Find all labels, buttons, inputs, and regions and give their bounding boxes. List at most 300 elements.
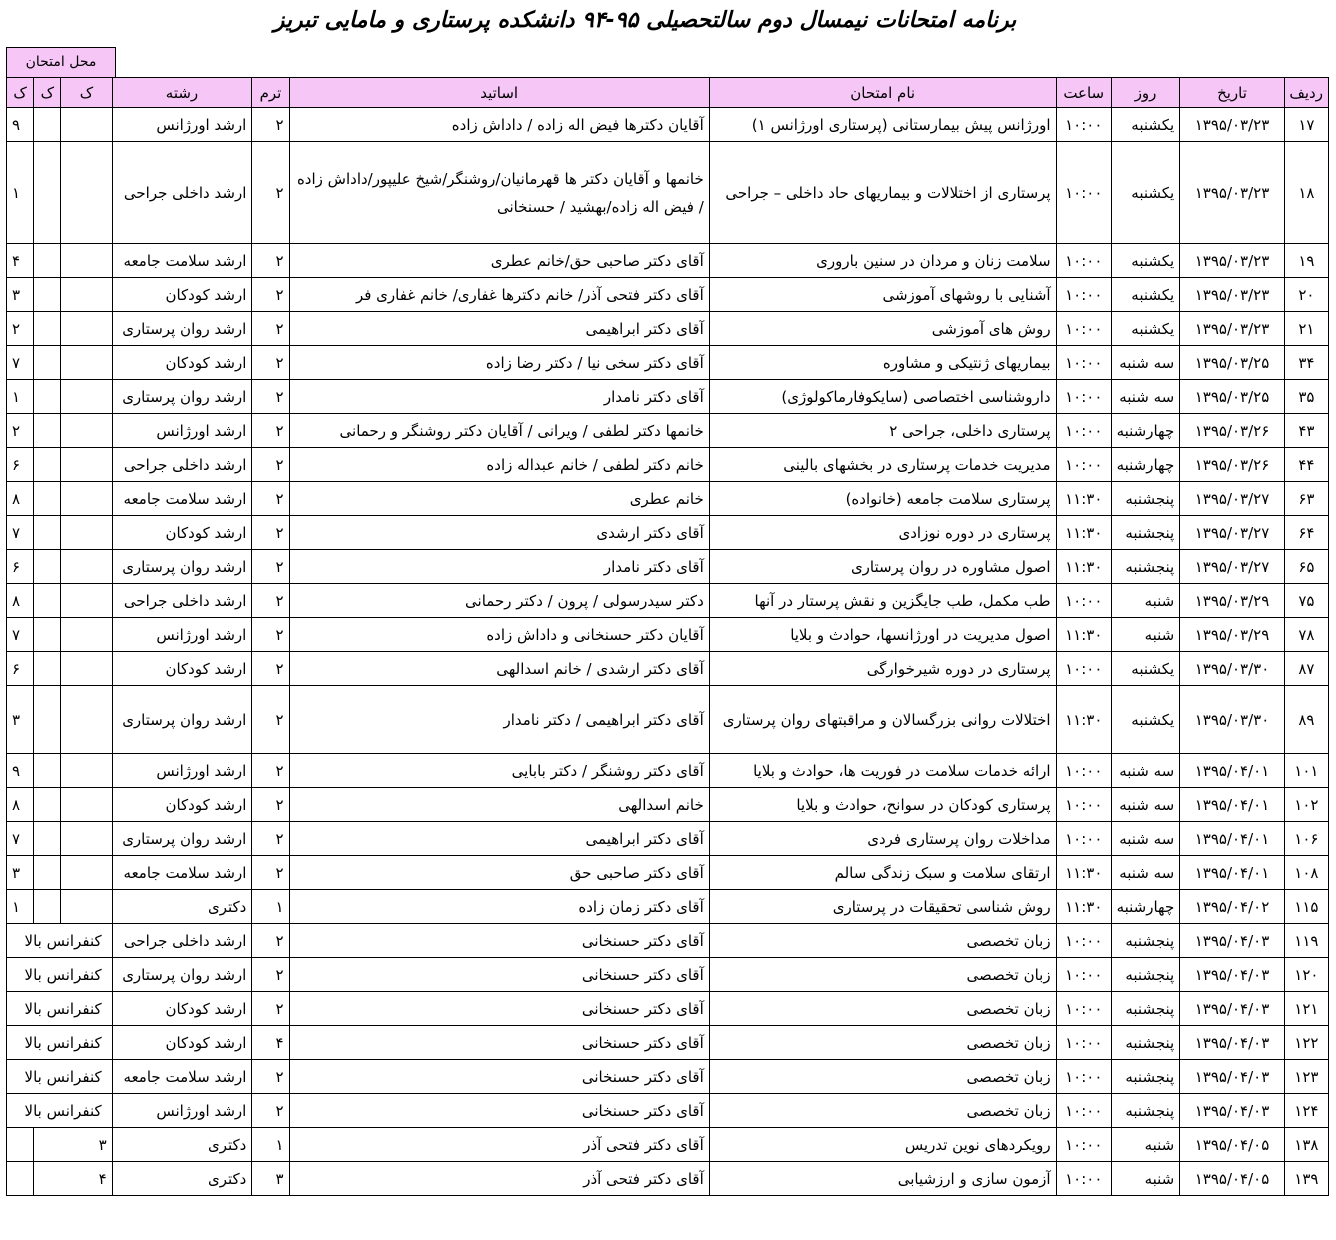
row-number: ۱۲۰ — [1284, 958, 1328, 992]
term-number: ۱ — [252, 890, 289, 924]
exam-day: پنجشنبه — [1111, 1060, 1179, 1094]
exam-date: ۱۳۹۵/۰۴/۰۲ — [1180, 890, 1285, 924]
exam-date: ۱۳۹۵/۰۳/۲۳ — [1180, 278, 1285, 312]
header-row — [7, 78, 1329, 108]
exam-room-k3 — [7, 1128, 34, 1162]
row-number: ۶۵ — [1284, 550, 1328, 584]
exam-professors: آقای دکتر نامدار — [289, 550, 709, 584]
exam-date: ۱۳۹۵/۰۴/۰۳ — [1180, 958, 1285, 992]
field-of-study: ارشد اورژانس — [112, 1094, 252, 1128]
row-number: ۱۲۲ — [1284, 1026, 1328, 1060]
exam-location: کنفرانس بالا — [7, 1026, 113, 1060]
term-number: ۲ — [252, 414, 289, 448]
exam-date: ۱۳۹۵/۰۳/۲۷ — [1180, 482, 1285, 516]
exam-room-k1 — [61, 856, 112, 890]
table-row — [7, 856, 1329, 890]
exam-date: ۱۳۹۵/۰۳/۲۷ — [1180, 516, 1285, 550]
exam-date: ۱۳۹۵/۰۴/۰۳ — [1180, 924, 1285, 958]
exam-professors: خانمها و آقایان دکتر ها قهرمانیان/روشنگر/شیخ علیپور/داداش زاده / فیض اله زاده/بهشید / حسنخانی — [289, 142, 709, 244]
exam-room-k2 — [34, 516, 61, 550]
exam-room-k1 — [61, 618, 112, 652]
exam-name: اصول مدیریت در اورژانسها، حوادث و بلایا — [709, 618, 1056, 652]
exam-professors: آقای دکتر صاحبی حق — [289, 856, 709, 890]
exam-date: ۱۳۹۵/۰۳/۲۳ — [1180, 142, 1285, 244]
page-title: برنامه امتحانات نیمسال دوم سالتحصیلی ۹۵-۹۴ دانشکده پرستاری و مامایی تبریز — [273, 8, 1017, 33]
exam-time: ۱۰:۰۰ — [1056, 1162, 1111, 1196]
exam-date: ۱۳۹۵/۰۴/۰۵ — [1180, 1162, 1285, 1196]
exam-professors: آقای دکتر حسنخانی — [289, 1094, 709, 1128]
exam-name: پرستاری در دوره نوزادی — [709, 516, 1056, 550]
exam-name: پرستاری داخلی، جراحی ۲ — [709, 414, 1056, 448]
table-row — [7, 482, 1329, 516]
exam-room-k1 — [61, 788, 112, 822]
exam-room-k2 — [34, 788, 61, 822]
exam-day: پنجشنبه — [1111, 924, 1179, 958]
exam-day: چهارشنبه — [1111, 448, 1179, 482]
exam-professors: آقای دکتر فتحی آذر/ خانم دکترها غفاری/ خانم غفاری فر — [289, 278, 709, 312]
row-number: ۳۵ — [1284, 380, 1328, 414]
field-of-study: ارشد داخلی جراحی — [112, 448, 252, 482]
exam-day: یکشنبه — [1111, 108, 1179, 142]
exam-time: ۱۰:۰۰ — [1056, 142, 1111, 244]
exam-name: روش های آموزشی — [709, 312, 1056, 346]
exam-name: زبان تخصصی — [709, 958, 1056, 992]
exam-time: ۱۰:۰۰ — [1056, 992, 1111, 1026]
exam-time: ۱۱:۳۰ — [1056, 482, 1111, 516]
exam-room-k1 — [61, 380, 112, 414]
field-of-study: ارشد سلامت جامعه — [112, 856, 252, 890]
term-number: ۲ — [252, 550, 289, 584]
table-row — [7, 142, 1329, 244]
field-of-study: ارشد داخلی جراحی — [112, 142, 252, 244]
exam-day: پنجشنبه — [1111, 958, 1179, 992]
exam-room-k1 — [61, 346, 112, 380]
field-of-study: ارشد سلامت جامعه — [112, 482, 252, 516]
exam-day: شنبه — [1111, 584, 1179, 618]
exam-name: طب مکمل، طب جایگزین و نقش پرستار در آنها — [709, 584, 1056, 618]
exam-time: ۱۱:۳۰ — [1056, 618, 1111, 652]
field-of-study: ارشد کودکان — [112, 346, 252, 380]
exam-time: ۱۰:۰۰ — [1056, 788, 1111, 822]
header-exam-name: نام امتحان — [709, 78, 1056, 108]
header-k1: ک — [61, 78, 112, 108]
exam-room-k2 — [34, 448, 61, 482]
term-number: ۲ — [252, 448, 289, 482]
exam-date: ۱۳۹۵/۰۳/۲۶ — [1180, 448, 1285, 482]
exam-room-k2 — [34, 278, 61, 312]
field-of-study: ارشد روان پرستاری — [112, 686, 252, 754]
exam-day: سه شنبه — [1111, 346, 1179, 380]
exam-day: سه شنبه — [1111, 856, 1179, 890]
exam-date: ۱۳۹۵/۰۴/۰۵ — [1180, 1128, 1285, 1162]
row-number: ۷۵ — [1284, 584, 1328, 618]
exam-room-k3: ۶ — [7, 448, 34, 482]
header-date: تاریخ — [1180, 78, 1285, 108]
exam-professors: آقای دکتر حسنخانی — [289, 992, 709, 1026]
exam-date: ۱۳۹۵/۰۳/۲۹ — [1180, 584, 1285, 618]
exam-time: ۱۰:۰۰ — [1056, 414, 1111, 448]
field-of-study: ارشد اورژانس — [112, 618, 252, 652]
exam-name: روش شناسی تحقیقات در پرستاری — [709, 890, 1056, 924]
exam-time: ۱۰:۰۰ — [1056, 346, 1111, 380]
term-number: ۲ — [252, 958, 289, 992]
exam-time: ۱۰:۰۰ — [1056, 244, 1111, 278]
exam-professors: خانم دکتر لطفی / خانم عبداله زاده — [289, 448, 709, 482]
exam-location: کنفرانس بالا — [7, 992, 113, 1026]
exam-date: ۱۳۹۵/۰۴/۰۳ — [1180, 992, 1285, 1026]
exam-room-k2 — [34, 754, 61, 788]
exam-room-k1 — [61, 108, 112, 142]
exam-time: ۱۰:۰۰ — [1056, 278, 1111, 312]
exam-time: ۱۰:۰۰ — [1056, 1026, 1111, 1060]
table-row — [7, 754, 1329, 788]
term-number: ۳ — [252, 1162, 289, 1196]
exam-date: ۱۳۹۵/۰۳/۲۵ — [1180, 346, 1285, 380]
row-number: ۳۴ — [1284, 346, 1328, 380]
exam-room-k3: ۸ — [7, 584, 34, 618]
exam-name: زبان تخصصی — [709, 1026, 1056, 1060]
exam-day: شنبه — [1111, 1162, 1179, 1196]
term-number: ۲ — [252, 686, 289, 754]
row-number: ۱۲۳ — [1284, 1060, 1328, 1094]
exam-room-k3: ۳ — [7, 686, 34, 754]
exam-date: ۱۳۹۵/۰۳/۲۳ — [1180, 244, 1285, 278]
exam-professors: آقایان دکتر حسنخانی و داداش زاده — [289, 618, 709, 652]
exam-day: سه شنبه — [1111, 788, 1179, 822]
row-number: ۱۰۶ — [1284, 822, 1328, 856]
exam-professors: آقای دکتر سخی نیا / دکتر رضا زاده — [289, 346, 709, 380]
exam-time: ۱۰:۰۰ — [1056, 822, 1111, 856]
exam-location-header: محل امتحان — [6, 47, 116, 77]
exam-day: یکشنبه — [1111, 686, 1179, 754]
exam-time: ۱۰:۰۰ — [1056, 1128, 1111, 1162]
exam-name: رویکردهای نوین تدریس — [709, 1128, 1056, 1162]
row-number: ۶۳ — [1284, 482, 1328, 516]
table-row — [7, 550, 1329, 584]
table-row — [7, 108, 1329, 142]
exam-day: پنجشنبه — [1111, 992, 1179, 1026]
field-of-study: ارشد کودکان — [112, 992, 252, 1026]
row-number: ۱۰۸ — [1284, 856, 1328, 890]
term-number: ۲ — [252, 754, 289, 788]
table-row — [7, 1060, 1329, 1094]
row-number: ۱۹ — [1284, 244, 1328, 278]
row-number: ۱۱۹ — [1284, 924, 1328, 958]
exam-time: ۱۱:۳۰ — [1056, 516, 1111, 550]
table-row — [7, 346, 1329, 380]
exam-room-k3: ۹ — [7, 754, 34, 788]
exam-name: زبان تخصصی — [709, 1060, 1056, 1094]
field-of-study: ارشد روان پرستاری — [112, 312, 252, 346]
exam-room-k1 — [61, 244, 112, 278]
exam-professors: آقای دکتر صاحبی حق/خانم عطری — [289, 244, 709, 278]
header-term: ترم — [252, 78, 289, 108]
exam-day: پنجشنبه — [1111, 482, 1179, 516]
header-professors: اساتید — [289, 78, 709, 108]
row-number: ۱۸ — [1284, 142, 1328, 244]
field-of-study: ارشد اورژانس — [112, 414, 252, 448]
exam-day: پنجشنبه — [1111, 1026, 1179, 1060]
row-number: ۱۳۸ — [1284, 1128, 1328, 1162]
exam-room-k: ۳ — [34, 1128, 112, 1162]
exam-time: ۱۰:۰۰ — [1056, 108, 1111, 142]
field-of-study: ارشد اورژانس — [112, 754, 252, 788]
exam-day: یکشنبه — [1111, 278, 1179, 312]
field-of-study: ارشد سلامت جامعه — [112, 244, 252, 278]
term-number: ۲ — [252, 822, 289, 856]
exam-room-k3: ۳ — [7, 278, 34, 312]
term-number: ۲ — [252, 380, 289, 414]
row-number: ۷۸ — [1284, 618, 1328, 652]
exam-room-k1 — [61, 822, 112, 856]
exam-time: ۱۰:۰۰ — [1056, 584, 1111, 618]
field-of-study: ارشد کودکان — [112, 788, 252, 822]
field-of-study: ارشد روان پرستاری — [112, 822, 252, 856]
exam-time: ۱۰:۰۰ — [1056, 958, 1111, 992]
exam-day: یکشنبه — [1111, 142, 1179, 244]
exam-room-k2 — [34, 890, 61, 924]
exam-date: ۱۳۹۵/۰۳/۲۶ — [1180, 414, 1285, 448]
term-number: ۲ — [252, 516, 289, 550]
field-of-study: ارشد روان پرستاری — [112, 958, 252, 992]
term-number: ۲ — [252, 992, 289, 1026]
table-row — [7, 890, 1329, 924]
table-row — [7, 414, 1329, 448]
exam-room-k3: ۷ — [7, 822, 34, 856]
table-row — [7, 1128, 1329, 1162]
exam-professors: خانمها دکتر لطفی / ویرانی / آقایان دکتر روشنگر و رحمانی — [289, 414, 709, 448]
exam-room-k1 — [61, 652, 112, 686]
exam-date: ۱۳۹۵/۰۴/۰۳ — [1180, 1026, 1285, 1060]
exam-name: سلامت زنان و مردان در سنین باروری — [709, 244, 1056, 278]
field-of-study: ارشد اورژانس — [112, 108, 252, 142]
table-row — [7, 788, 1329, 822]
exam-name: مدیریت خدمات پرستاری در بخشهای بالینی — [709, 448, 1056, 482]
table-row — [7, 1162, 1329, 1196]
exam-day: پنجشنبه — [1111, 1094, 1179, 1128]
header-radif: ردیف — [1284, 78, 1328, 108]
exam-name: پرستاری کودکان در سوانح، حوادث و بلایا — [709, 788, 1056, 822]
table-row — [7, 992, 1329, 1026]
exam-name: اصول مشاوره در روان پرستاری — [709, 550, 1056, 584]
exam-day: سه شنبه — [1111, 754, 1179, 788]
exam-room-k1 — [61, 754, 112, 788]
exam-professors: آقای دکتر حسنخانی — [289, 958, 709, 992]
field-of-study: دکتری — [112, 1162, 252, 1196]
exam-name: ارتقای سلامت و سبک زندگی سالم — [709, 856, 1056, 890]
term-number: ۲ — [252, 584, 289, 618]
exam-date: ۱۳۹۵/۰۴/۰۱ — [1180, 822, 1285, 856]
exam-name: بیماریهای ژنتیکی و مشاوره — [709, 346, 1056, 380]
row-number: ۸۷ — [1284, 652, 1328, 686]
exam-room-k2 — [34, 550, 61, 584]
exam-room-k2 — [34, 652, 61, 686]
exam-room-k1 — [61, 312, 112, 346]
field-of-study: ارشد کودکان — [112, 1026, 252, 1060]
exam-room-k2 — [34, 822, 61, 856]
row-number: ۲۰ — [1284, 278, 1328, 312]
field-of-study: ارشد داخلی جراحی — [112, 584, 252, 618]
exam-time: ۱۰:۰۰ — [1056, 312, 1111, 346]
row-number: ۱۷ — [1284, 108, 1328, 142]
exam-room-k3: ۷ — [7, 346, 34, 380]
term-number: ۲ — [252, 924, 289, 958]
table-row — [7, 584, 1329, 618]
term-number: ۲ — [252, 1094, 289, 1128]
exam-location: کنفرانس بالا — [7, 924, 113, 958]
exam-name: پرستاری سلامت جامعه (خانواده) — [709, 482, 1056, 516]
exam-room-k3: ۶ — [7, 652, 34, 686]
exam-room-k3: ۴ — [7, 244, 34, 278]
field-of-study: دکتری — [112, 1128, 252, 1162]
row-number: ۱۱۵ — [1284, 890, 1328, 924]
exam-day: یکشنبه — [1111, 312, 1179, 346]
row-number: ۱۳۹ — [1284, 1162, 1328, 1196]
exam-professors: آقای دکتر ارشدی — [289, 516, 709, 550]
term-number: ۲ — [252, 346, 289, 380]
term-number: ۲ — [252, 788, 289, 822]
exam-room-k2 — [34, 414, 61, 448]
exam-room-k2 — [34, 618, 61, 652]
table-row — [7, 380, 1329, 414]
exam-room-k2 — [34, 142, 61, 244]
exam-time: ۱۱:۳۰ — [1056, 686, 1111, 754]
exam-time: ۱۱:۳۰ — [1056, 890, 1111, 924]
exam-professors: آقای دکتر حسنخانی — [289, 1026, 709, 1060]
row-number: ۱۰۲ — [1284, 788, 1328, 822]
exam-room-k3: ۳ — [7, 856, 34, 890]
table-row — [7, 516, 1329, 550]
exam-professors: آقای دکتر زمان زاده — [289, 890, 709, 924]
exam-room-k2 — [34, 108, 61, 142]
term-number: ۲ — [252, 244, 289, 278]
field-of-study: ارشد کودکان — [112, 652, 252, 686]
table-row — [7, 1026, 1329, 1060]
term-number: ۲ — [252, 618, 289, 652]
table-row — [7, 822, 1329, 856]
field-of-study: ارشد روان پرستاری — [112, 550, 252, 584]
table-row — [7, 958, 1329, 992]
exam-time: ۱۰:۰۰ — [1056, 754, 1111, 788]
term-number: ۲ — [252, 108, 289, 142]
header-time: ساعت — [1056, 78, 1111, 108]
exam-room-k3: ۱ — [7, 890, 34, 924]
term-number: ۲ — [252, 652, 289, 686]
exam-name: داروشناسی اختصاصی (سایکوفارماکولوژی) — [709, 380, 1056, 414]
exam-professors: آقای دکتر ابراهیمی / دکتر نامدار — [289, 686, 709, 754]
table-row — [7, 618, 1329, 652]
row-number: ۴۴ — [1284, 448, 1328, 482]
exam-professors: دکتر سیدرسولی / پرون / دکتر رحمانی — [289, 584, 709, 618]
field-of-study: ارشد داخلی جراحی — [112, 924, 252, 958]
table-row — [7, 448, 1329, 482]
exam-professors: آقایان دکترها فیض اله زاده / داداش زاده — [289, 108, 709, 142]
table-row — [7, 652, 1329, 686]
exam-room-k1 — [61, 278, 112, 312]
exam-date: ۱۳۹۵/۰۳/۳۰ — [1180, 686, 1285, 754]
term-number: ۴ — [252, 1026, 289, 1060]
exam-professors: آقای دکتر حسنخانی — [289, 924, 709, 958]
field-of-study: دکتری — [112, 890, 252, 924]
exam-time: ۱۰:۰۰ — [1056, 652, 1111, 686]
exam-room-k1 — [61, 414, 112, 448]
exam-room-k2 — [34, 380, 61, 414]
exam-room-k3: ۹ — [7, 108, 34, 142]
exam-professors: آقای دکتر روشنگر / دکتر بابایی — [289, 754, 709, 788]
exam-day: شنبه — [1111, 1128, 1179, 1162]
exam-room-k1 — [61, 482, 112, 516]
term-number: ۲ — [252, 856, 289, 890]
exam-time: ۱۰:۰۰ — [1056, 448, 1111, 482]
exam-room-k3: ۷ — [7, 618, 34, 652]
field-of-study: ارشد روان پرستاری — [112, 380, 252, 414]
exam-date: ۱۳۹۵/۰۴/۰۱ — [1180, 856, 1285, 890]
term-number: ۲ — [252, 278, 289, 312]
exam-room-k3: ۲ — [7, 414, 34, 448]
exam-name: اورژانس پیش بیمارستانی (پرستاری اورژانس ۱) — [709, 108, 1056, 142]
exam-room-k3: ۶ — [7, 550, 34, 584]
term-number: ۱ — [252, 1128, 289, 1162]
exam-room-k1 — [61, 890, 112, 924]
header-day: روز — [1111, 78, 1179, 108]
exam-day: یکشنبه — [1111, 244, 1179, 278]
exam-day: چهارشنبه — [1111, 890, 1179, 924]
exam-day: پنجشنبه — [1111, 516, 1179, 550]
exam-time: ۱۱:۳۰ — [1056, 550, 1111, 584]
row-number: ۱۲۱ — [1284, 992, 1328, 1026]
exam-location: کنفرانس بالا — [7, 1060, 113, 1094]
exam-room-k1 — [61, 584, 112, 618]
exam-room-k2 — [34, 482, 61, 516]
table-row — [7, 278, 1329, 312]
exam-date: ۱۳۹۵/۰۳/۲۳ — [1180, 108, 1285, 142]
exam-room-k1 — [61, 550, 112, 584]
exam-location: کنفرانس بالا — [7, 958, 113, 992]
exam-day: شنبه — [1111, 618, 1179, 652]
exam-time: ۱۰:۰۰ — [1056, 924, 1111, 958]
exam-date: ۱۳۹۵/۰۴/۰۱ — [1180, 788, 1285, 822]
exam-professors: آقای دکتر حسنخانی — [289, 1060, 709, 1094]
table-row — [7, 924, 1329, 958]
exam-name: پرستاری از اختلالات و بیماریهای حاد داخلی – جراحی — [709, 142, 1056, 244]
exam-name: ارائه خدمات سلامت در فوریت ها، حوادث و بلایا — [709, 754, 1056, 788]
header-k3: ک — [7, 78, 34, 108]
row-number: ۱۲۴ — [1284, 1094, 1328, 1128]
exam-room-k: ۴ — [34, 1162, 112, 1196]
exam-date: ۱۳۹۵/۰۴/۰۱ — [1180, 754, 1285, 788]
exam-professors: خانم عطری — [289, 482, 709, 516]
exam-professors: آقای دکتر ابراهیمی — [289, 312, 709, 346]
exam-day: پنجشنبه — [1111, 550, 1179, 584]
exam-name: زبان تخصصی — [709, 992, 1056, 1026]
exam-professors: آقای دکتر فتحی آذر — [289, 1162, 709, 1196]
exam-room-k3: ۷ — [7, 516, 34, 550]
exam-room-k2 — [34, 312, 61, 346]
exam-time: ۱۰:۰۰ — [1056, 1094, 1111, 1128]
exam-professors: آقای دکتر ابراهیمی — [289, 822, 709, 856]
exam-date: ۱۳۹۵/۰۳/۲۳ — [1180, 312, 1285, 346]
exam-time: ۱۱:۳۰ — [1056, 856, 1111, 890]
field-of-study: ارشد کودکان — [112, 516, 252, 550]
row-number: ۶۴ — [1284, 516, 1328, 550]
exam-name: آزمون سازی و ارزشیابی — [709, 1162, 1056, 1196]
row-number: ۴۳ — [1284, 414, 1328, 448]
exam-room-k2 — [34, 584, 61, 618]
exam-room-k3: ۸ — [7, 788, 34, 822]
term-number: ۲ — [252, 1060, 289, 1094]
exam-room-k3: ۸ — [7, 482, 34, 516]
exam-name: پرستاری در دوره شیرخوارگی — [709, 652, 1056, 686]
